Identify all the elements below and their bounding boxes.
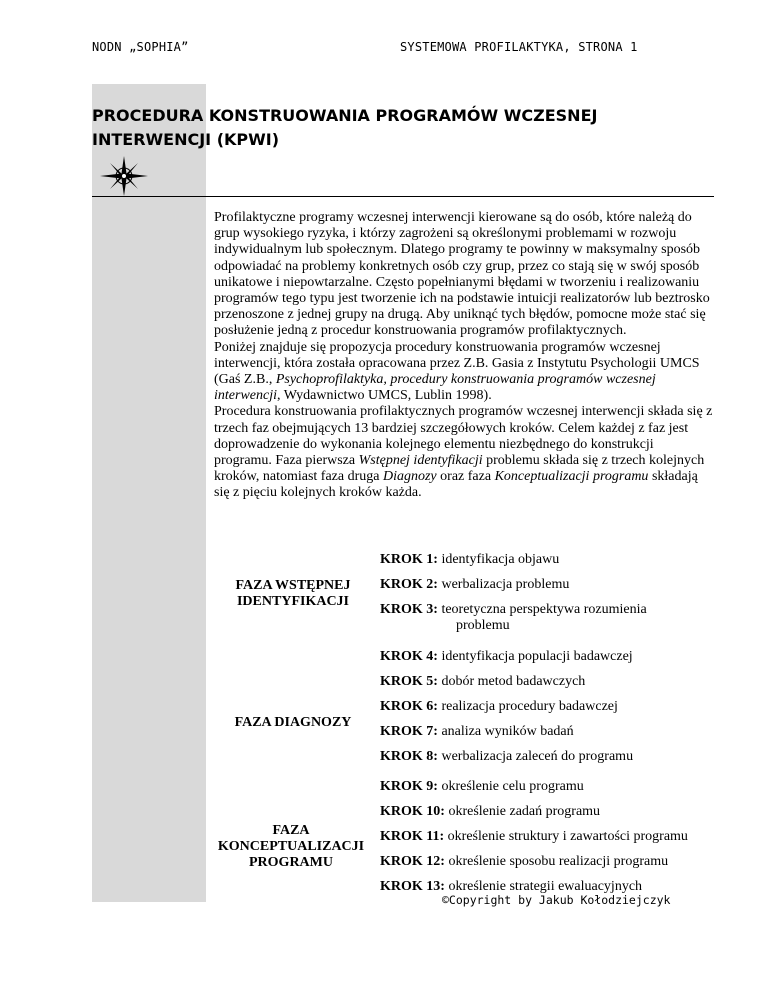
header-left: NODN „SOPHIA” bbox=[92, 40, 189, 54]
intro-text bbox=[214, 210, 714, 502]
step-12: KROK 12: określenie sposobu realizacji programu bbox=[380, 854, 669, 869]
title-divider bbox=[92, 196, 714, 197]
step-4: KROK 4: identyfikacja populacji badawczej bbox=[380, 649, 633, 664]
copyright-footer: ©Copyright by Jakub Kołodziejczyk bbox=[442, 893, 671, 907]
step-5: KROK 5: dobór metod badawczych bbox=[380, 674, 586, 689]
intro-paragraph-3: Procedura konstruowania profilaktycznych programów wczesnej interwencji składa się z trzech faz obejmujących 13 bardziej szczegółowych kroków. Celem każdej z faz jest doprowadzenie do wykonania kolejnego elementu niezbędnego do konstrukcji programu. Faza pierwsza Wstępnej identyfikacji problemu składa się z trzech kolejnych kroków, natomiast faza druga Diagnozy oraz faza Konceptualizacji programu składają się z pięciu kolejnych kroków każda. bbox=[214, 404, 713, 501]
phase-label-conceptualization: FAZA KONCEPTUALIZACJI PROGRAMU bbox=[217, 823, 365, 870]
step-9: KROK 9: określenie celu programu bbox=[380, 779, 584, 794]
phase-label-diagnosis: FAZA DIAGNOZY bbox=[234, 715, 352, 730]
intro-paragraph-1: Profilaktyczne programy wczesnej interwencji kierowane są do osób, które należą do grup wysokiego ryzyka, i którzy zagrożeni są określonymi problemami w rozwoju indywidualnym lub społecznym. Dlatego programy te powinny w maksymalny sposób odpowiadać na problemy konkretnych osób czy grup, przez co stają się w swój sposób unikatowe i niepowtarzalne. Często popełnianymi błędami w tworzeniu i realizowaniu programów tego typu jest tworzenie ich na podstawie intuicji realizatorów lub beztrosko przenoszone z jednej grupy na drugą. Aby uniknąć tych błędów, pomocne może stać się posłużenie jedną z procedur konstruowania programów profilaktycznych. bbox=[214, 210, 710, 339]
page-title: PROCEDURA KONSTRUOWANIA PROGRAMÓW WCZESNEJ INTERWENCJI (KPWI) bbox=[92, 106, 598, 149]
side-gray-bar bbox=[92, 84, 206, 902]
step-1: KROK 1: identyfikacja objawu bbox=[380, 552, 560, 567]
intro-paragraph-2: Poniżej znajduje się propozycja procedury konstruowania programów wczesnej interwencji, która została opracowana przez Z.B. Gasia z Instytutu Psychologii UMCS (Gaś Z.B., Psychoprofilaktyka, procedury konstruowania programów wczesnej interwencji, Wydawnictwo UMCS, Lublin 1998). bbox=[214, 339, 700, 404]
step-10: KROK 10: określenie zadań programu bbox=[380, 804, 601, 819]
compass-rose-icon bbox=[99, 155, 149, 197]
step-13: KROK 13: określenie strategii ewaluacyjnych bbox=[380, 879, 643, 894]
step-6: KROK 6: realizacja procedury badawczej bbox=[380, 699, 618, 714]
step-11: KROK 11: określenie struktury i zawartości programu bbox=[380, 829, 688, 844]
header-right: SYSTEMOWA PROFILAKTYKA, STRONA 1 bbox=[400, 40, 638, 54]
step-7: KROK 7: analiza wyników badań bbox=[380, 724, 574, 739]
step-3: KROK 3: teoretyczna perspektywa rozumienia problemu bbox=[380, 602, 647, 633]
phase-label-initial-identification: FAZA WSTĘPNEJ IDENTYFIKACJI bbox=[235, 578, 351, 609]
step-2: KROK 2: werbalizacja problemu bbox=[380, 577, 570, 592]
step-8: KROK 8: werbalizacja zaleceń do programu bbox=[380, 749, 634, 764]
